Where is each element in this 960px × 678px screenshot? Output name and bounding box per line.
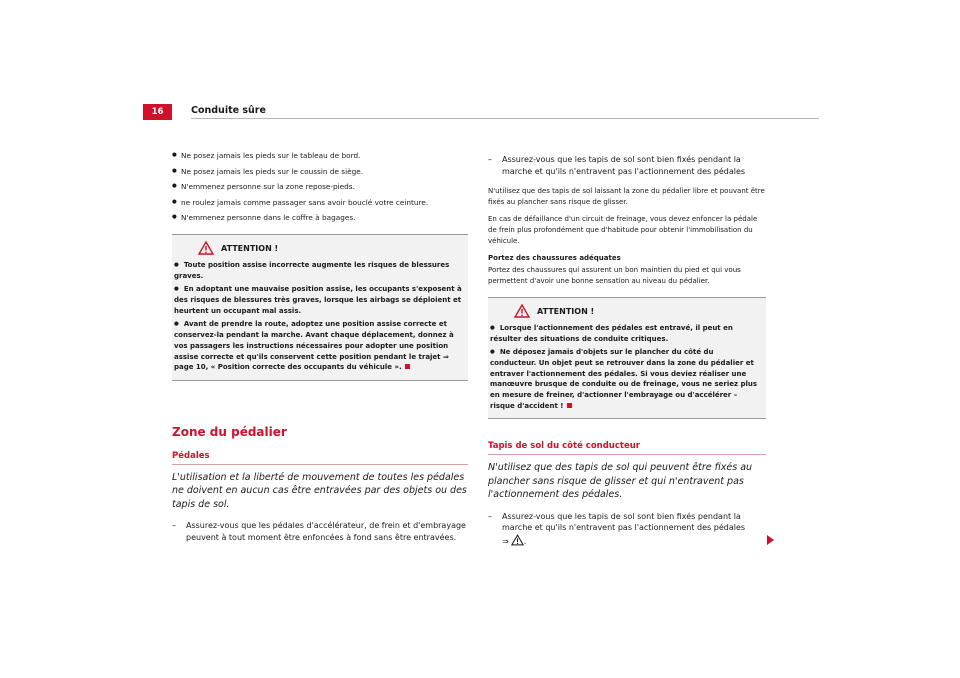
bullet-list — [172, 150, 468, 223]
end-of-section-mark — [567, 403, 572, 408]
cross-reference[interactable]: ⇒ — [502, 536, 509, 546]
attention-item: ● Lorsque l'actionnement des pédales est entravé, il peut en résulter des situations de conduite critiques. — [490, 324, 733, 343]
warning-triangle-icon[interactable] — [511, 534, 524, 546]
paragraph: N'utilisez que des tapis de sol laissant la zone du pédalier libre et pouvant être fixés au plancher sans risque de glisser. — [488, 187, 765, 206]
left-column — [172, 150, 468, 543]
page-title: Conduite sûre — [191, 105, 266, 116]
attention-box — [172, 234, 468, 380]
attention-item: ● Ne déposez jamais d'objets sur le plancher du côté du conducteur. Un objet peut se retrouver dans la zone du pédalier et entraver l'actionnement des pédales. Si vous deviez réaliser une manœuvre brusque de conduite ou de freinage, vous ne seriez plus en mesure de freiner, d'actionner l'embrayage ou d'accélérer – risque d'accident ! — [490, 347, 758, 410]
next-page-arrow-icon[interactable] — [767, 535, 774, 545]
paragraph: En cas de défaillance d'un circuit de freinage, vous devez enfoncer la pédale de frein plus profondément que d'habitude pour obtenir l'immobilisation du véhicule. — [488, 215, 758, 245]
instruction-step: – Assurez-vous que les tapis de sol sont bien fixés pendant la marche et qu'ils n'entravent pas l'actionnement des pédales ⇒ . — [488, 511, 766, 548]
attention-item: ● En adoptant une mauvaise position assise, les occupants s'exposent à des risques de blessures très graves, lorsque les airbags se déploient et heurtent un occupant mal assis. — [174, 285, 462, 315]
attention-header — [490, 302, 762, 320]
list-item: ● ne roulez jamais comme passager sans avoir bouclé votre ceinture. — [172, 197, 468, 208]
subsection-title: Pédales — [172, 451, 468, 465]
section-title: Zone du pédalier — [172, 424, 287, 439]
attention-box — [488, 297, 766, 419]
header-divider — [191, 118, 819, 119]
attention-item: ● Avant de prendre la route, adoptez une position assise correcte et conservez-la pendant la marche. Avant chaque déplacement, donnez à vos passagers les instructions nécessaires pour adopter une position assise correcte et qu'ils conservent cette position pendant le trajet ⇒ page 10, « Position correcte des occupants du véhicule ». — [174, 320, 454, 372]
list-item: ● N'emmenez personne sur la zone repose-pieds. — [172, 181, 468, 192]
list-item: ● Ne posez jamais les pieds sur le coussin de siège. — [172, 166, 468, 177]
page-number: 16 — [143, 104, 172, 120]
warning-triangle-icon — [198, 241, 214, 255]
list-item: ● Ne posez jamais les pieds sur le tableau de bord. — [172, 150, 468, 161]
attention-title: ATTENTION ! — [537, 306, 595, 316]
end-of-section-mark — [405, 364, 410, 369]
attention-item: ● Toute position assise incorrecte augmente les risques de blessures graves. — [174, 261, 450, 281]
instruction-step: – Assurez-vous que les tapis de sol sont bien fixés pendant la marche et qu'ils n'entravent pas l'actionnement des pédales — [488, 154, 766, 177]
attention-title: ATTENTION ! — [221, 243, 279, 253]
paragraph-heading: Portez des chaussures adéquates — [488, 254, 621, 262]
list-item: ● N'emmenez personne dans le coffre à bagages. — [172, 212, 468, 223]
warning-triangle-icon — [514, 304, 530, 318]
instruction-step: – Assurez-vous que les pédales d'accélérateur, de frein et d'embrayage peuvent à tout moment être enfoncées à fond sans être entravées. — [172, 520, 468, 543]
intro-text: L'utilisation et la liberté de mouvement de toutes les pédales ne doivent en aucun cas être entravées par des objets ou des tapis de sol. — [172, 471, 467, 510]
right-column — [488, 150, 766, 547]
subsection-title: Tapis de sol du côté conducteur — [488, 441, 766, 455]
paragraph: Portez des chaussures qui assurent un bon maintien du pied et qui vous permettent d'avoir une bonne sensation au niveau du pédalier. — [488, 266, 741, 285]
intro-text: N'utilisez que des tapis de sol qui peuvent être fixés au plancher sans risque de glisser et qui n'entravent pas l'actionnement des pédales. — [488, 462, 753, 501]
attention-header — [174, 239, 464, 257]
